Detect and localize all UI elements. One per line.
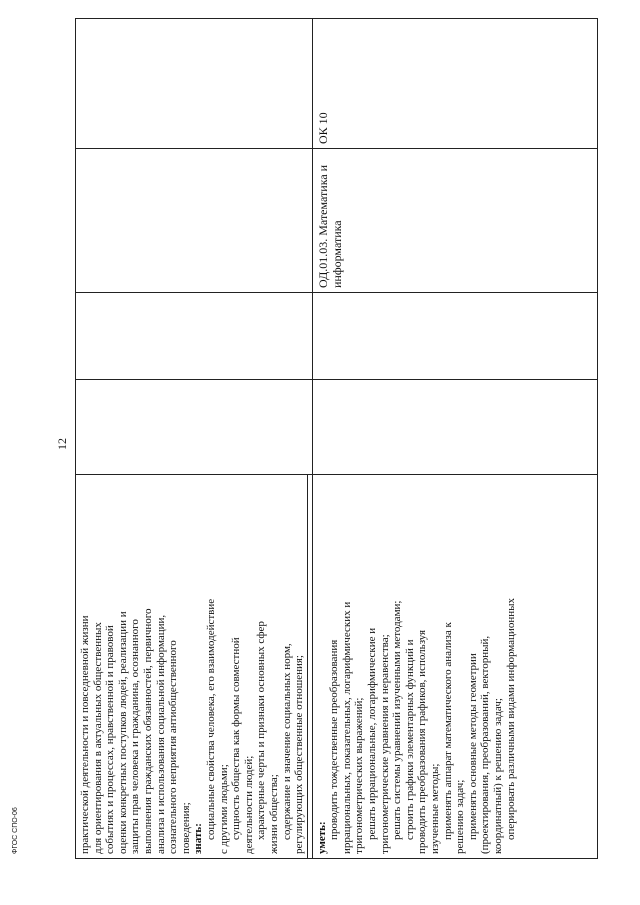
- text-line: применять аппарат математического анализа к: [441, 622, 454, 840]
- table-row: [312, 19, 597, 859]
- text-line: выполнения гражданских обязанностей, первичного: [141, 608, 154, 854]
- text-line: практической деятельности и повседневной жизни: [79, 615, 91, 854]
- text-line: анализа и использования социальной информации,: [154, 614, 167, 854]
- text-line: тригонометрические уравнения и неравенства;: [378, 634, 391, 854]
- requirements-text: [316, 479, 518, 854]
- text-line: изученные методы;: [429, 763, 442, 854]
- empty-cell: [76, 380, 313, 475]
- text-line: тригонометрических выражений;: [353, 697, 366, 854]
- landscape-content: [75, 19, 581, 859]
- text-line: защиты прав человека и гражданина, осознанного: [129, 619, 142, 854]
- text-line: оперировать различными видами информационных: [504, 598, 517, 840]
- text-line: сознательного неприятия антиобщественного: [167, 640, 180, 854]
- empty-cell: [312, 293, 597, 380]
- competence-code-cell: ОК 10: [312, 19, 597, 149]
- text-line: регулирующих общественные отношения;: [293, 655, 306, 854]
- text-line: социальные свойства человека, его взаимодействие: [204, 598, 217, 840]
- rotated-table-frame: [75, 19, 581, 859]
- text-line: уметь:: [315, 821, 328, 854]
- text-line: координатный) к решению задач;: [492, 698, 504, 854]
- text-line: решать иррациональные, логарифмические и: [366, 627, 379, 840]
- empty-cell: [312, 380, 597, 475]
- page-number: 12: [55, 438, 69, 450]
- empty-cell: [76, 19, 313, 149]
- requirements-cell: [76, 475, 313, 859]
- text-line: решению задач;: [454, 779, 467, 854]
- text-line: сущность общества как формы совместной: [230, 637, 243, 840]
- competencies-table: [75, 18, 598, 859]
- text-line: строить графики элементарных функций и: [403, 639, 416, 840]
- text-line: проводить тождественные преобразования: [328, 639, 341, 840]
- text-line: содержание и значение социальных норм,: [280, 643, 293, 840]
- text-line: проводить преобразования графиков, используя: [416, 629, 429, 854]
- text-line: деятельности людей;: [242, 755, 255, 854]
- text-line: для ориентирования в актуальных общественных: [91, 622, 104, 854]
- text-line: (проектирования, преобразований, векторный,: [479, 635, 492, 854]
- requirements-cell: [312, 475, 597, 859]
- text-line: знать:: [192, 823, 205, 854]
- text-line: с другими людьми;: [217, 764, 230, 854]
- footer-label: ФГОС СПО-06: [12, 807, 19, 854]
- text-line: решать системы уравнений изученными методами;: [391, 600, 404, 840]
- requirements-text: [79, 479, 306, 854]
- text-line: жизни общества;: [267, 774, 280, 854]
- table-row: [76, 19, 313, 859]
- text-line: иррациональных, показательных, логарифмических и: [340, 601, 353, 854]
- text-line: характерные черты и признаки основных сфер: [255, 621, 268, 840]
- discipline-cell: ОД.01.03. Математика и информатика: [312, 149, 597, 293]
- text-line: оценки конкретных поступков людей, реализации и: [116, 611, 129, 854]
- text-line: событиях и процессах, нравственной и правовой: [104, 625, 117, 854]
- empty-cell: [76, 149, 313, 293]
- text-line: поведения;: [179, 802, 192, 854]
- cell-divider: [307, 475, 308, 858]
- text-line: применять основные методы геометрии: [466, 653, 479, 840]
- empty-cell: [76, 293, 313, 380]
